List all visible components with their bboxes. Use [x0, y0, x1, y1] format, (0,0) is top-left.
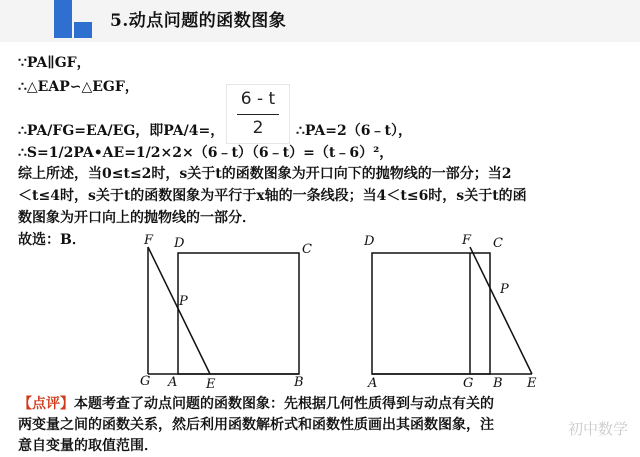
hypotenuse-fe — [470, 247, 532, 374]
comment-section — [18, 394, 628, 457]
solution-line-4: ∴S=1/2PA•AE=1/2×2×（6﹣t）（6﹣t）=（t﹣6）²， — [18, 145, 394, 161]
label-f: F — [144, 233, 154, 248]
square-abcd — [178, 253, 299, 374]
solution-line-5: 综上所述，当0≤t≤2时，s关于t的函数图象为开口向下的抛物线的一部分；当2 — [18, 166, 512, 182]
comment-line-3: 意自变量的取值范围． — [18, 438, 158, 454]
label-p: P — [500, 282, 509, 297]
label-d: D — [364, 234, 375, 249]
label-d: D — [174, 236, 185, 251]
comment-line-1: 本题考查了动点问题的函数图象：先根据几何性质得到与动点有关的 — [74, 396, 494, 412]
label-c: C — [302, 242, 312, 257]
comment-tag: 【点评】 — [18, 396, 74, 412]
solution-line-7: 数图象为开口向上的抛物线的一部分． — [18, 210, 256, 226]
comment-line-2: 两变量之间的函数关系，然后利用函数解析式和函数性质画出其函数图象，注 — [18, 417, 494, 433]
solution-line-3: ∴PA/FG=EA/EG，即PA/4=， — [18, 123, 225, 139]
label-g: G — [463, 376, 474, 391]
watermark: 初中数学 — [567, 420, 628, 438]
title-decoration-small — [74, 22, 92, 38]
label-a: A — [168, 375, 178, 390]
fraction-denominator: 2 — [252, 118, 264, 138]
page-title: 5.动点问题的函数图象 — [110, 11, 287, 31]
label-a: A — [368, 376, 378, 391]
label-e: E — [527, 376, 537, 391]
figure-2-svg — [362, 231, 632, 391]
label-b: B — [294, 375, 304, 390]
label-p: P — [179, 294, 188, 309]
solution-line-8: 故选：B． — [18, 232, 86, 248]
square-abcd — [372, 253, 490, 374]
fraction-numerator: 6 - t — [240, 89, 276, 109]
solution-line-1: ∵PA∥GF， — [18, 55, 91, 71]
title-decoration — [54, 0, 72, 38]
solution-line-2: ∴△EAP∽△EGF， — [18, 79, 139, 95]
label-g: G — [140, 374, 151, 389]
fraction-image — [226, 84, 290, 144]
fraction-bar — [237, 114, 279, 115]
solution-line-3b: ∴PA=2（6﹣t）， — [296, 123, 412, 139]
label-b: B — [493, 376, 503, 391]
label-f: F — [462, 233, 472, 248]
label-c: C — [493, 236, 503, 251]
header-bar — [0, 0, 640, 42]
geometry-figure-2 — [362, 231, 632, 391]
solution-line-6: ＜t≤4时，s关于t的函数图象为平行于x轴的一条线段；当4＜t≤6时，s关于t的函 — [18, 188, 527, 204]
hypotenuse-fe — [148, 247, 210, 374]
label-e: E — [206, 377, 216, 391]
